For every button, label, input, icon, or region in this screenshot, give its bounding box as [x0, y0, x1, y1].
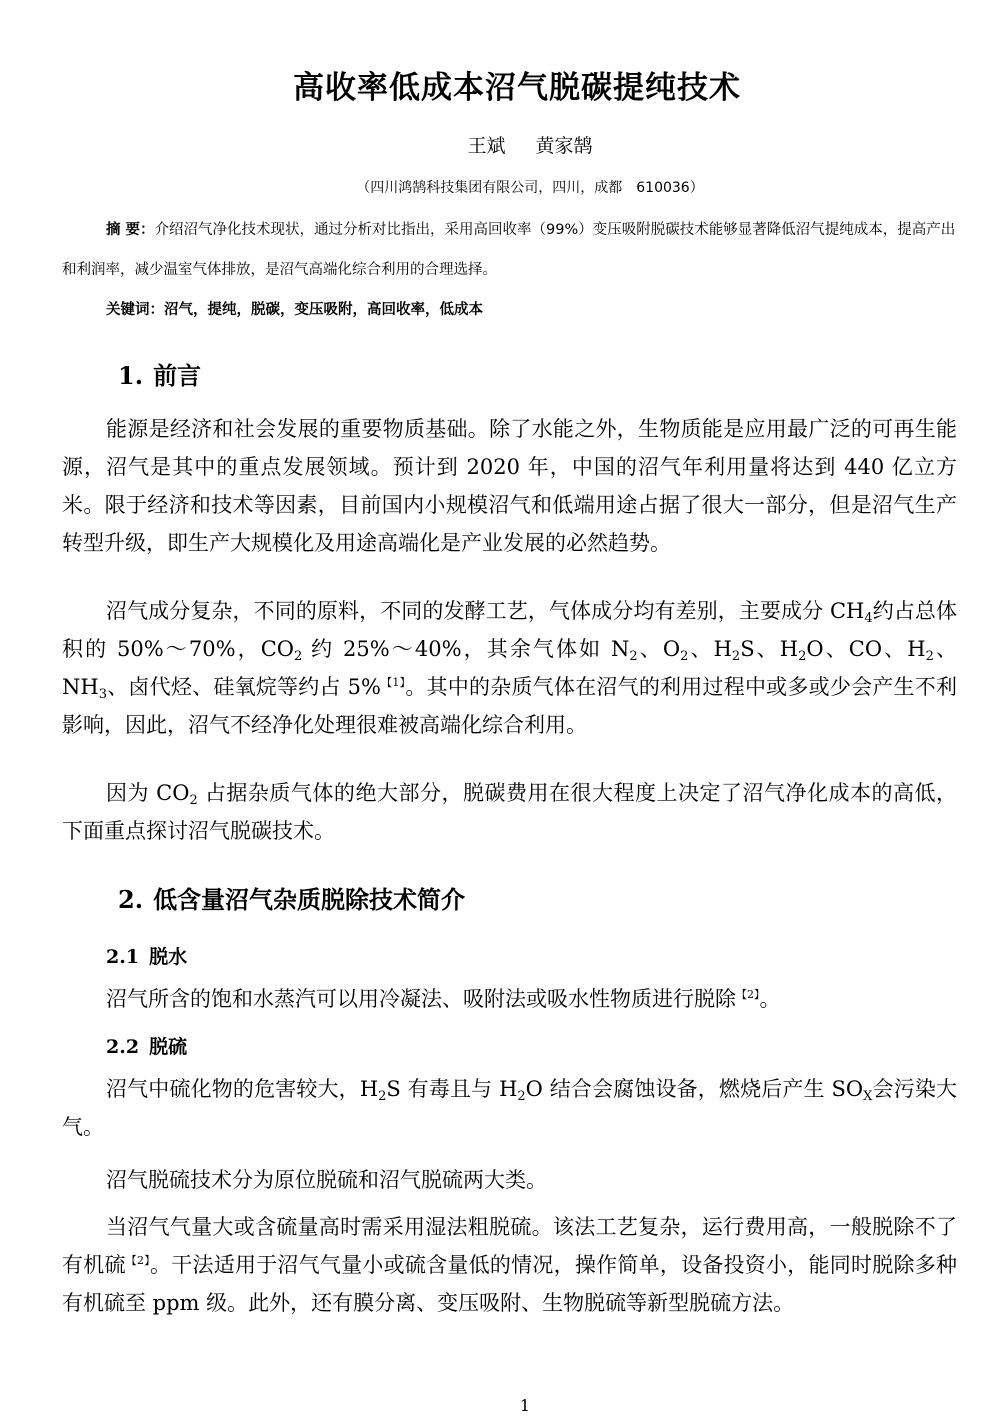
- text-run: 、O: [637, 637, 681, 661]
- subscript: 2: [378, 1089, 387, 1104]
- subscript: 2: [517, 1089, 526, 1104]
- citation-ref: 【2】: [736, 988, 760, 1001]
- subscript: 2: [731, 649, 741, 664]
- text-run: 、NH: [62, 637, 957, 699]
- text-run: 。: [759, 987, 781, 1011]
- paragraph: [62, 592, 957, 744]
- author-name: 黄家鹄: [535, 135, 593, 157]
- subscript: 2: [798, 649, 807, 664]
- text-run: 、H: [688, 637, 732, 661]
- subscript: 2: [189, 793, 198, 808]
- abstract-label: 摘 要：: [106, 222, 155, 238]
- subscript: 3: [98, 687, 107, 702]
- text-run: 沼气成分复杂，不同的原料，不同的发酵工艺，气体成分均有差别，主要成分 CH: [106, 599, 865, 623]
- text-run: O 结合会腐蚀设备，燃烧后产生 SO: [525, 1077, 864, 1101]
- paper-title: 高收率低成本沼气脱碳提纯技术: [293, 70, 741, 106]
- subscript: 4: [864, 611, 873, 626]
- text-run: O、CO、H: [806, 637, 926, 661]
- subscript: 2: [629, 649, 638, 664]
- section-number: 2.: [118, 885, 144, 914]
- keywords: [106, 292, 956, 328]
- text-run: 沼气中硫化物的危害较大，H: [106, 1077, 379, 1101]
- paragraph: 沼气脱硫技术分为原位脱硫和沼气脱硫两大类。: [106, 1168, 547, 1192]
- subsection-number: 2.1: [106, 946, 140, 968]
- paragraph: 能源是经济和社会发展的重要物质基础。除了水能之外，生物质能是应用最广泛的可再生能源，沼气是其中的重点发展领域。预计到 2020 年，中国的沼气年利用量将达到 440 亿立方米。限于经济和技术等因素，目前国内小规模沼气和低端用途占据了很大一部分，但是沼气生产转型升级，即生产大规模化及用途高端化是产业发展的必然趋势。: [62, 417, 957, 555]
- keywords-label: 关键词：: [106, 302, 164, 318]
- subsection-heading: [106, 1032, 187, 1059]
- text-run: 占据杂质气体的绝大部分，脱碳费用在很大程度上决定了沼气净化成本的高低，下面重点探讨沼气脱碳技术。: [62, 781, 957, 843]
- paragraph: [62, 1070, 957, 1146]
- subscript: X: [863, 1089, 873, 1104]
- text-run: 。其中的杂质气体在沼气的利用过程中或多或少会产生不利影响，因此，沼气不经净化处理很难被高端化综合利用。: [62, 675, 957, 737]
- text-run: 沼气所含的饱和水蒸汽可以用冷凝法、吸附法或吸水性物质进行脱除: [106, 987, 736, 1011]
- subsection-heading: [106, 942, 187, 969]
- citation-ref: 【2】: [125, 1254, 150, 1267]
- paragraph: [62, 1208, 957, 1322]
- subscript: 2: [294, 649, 303, 664]
- citation-ref: 【1】: [380, 676, 406, 689]
- authors: [0, 131, 1000, 158]
- abstract: [62, 210, 957, 290]
- text-run: 会污染大气。: [62, 1077, 957, 1139]
- subsection-title: 脱水: [149, 946, 188, 968]
- section-title: 低含量沼气杂质脱除技术简介: [153, 886, 466, 914]
- subscript: 2: [925, 649, 934, 664]
- subsection-number: 2.2: [106, 1036, 140, 1058]
- subscript: 2: [680, 649, 689, 664]
- affiliation: （四川鸿鹄科技集团有限公司，四川，成都 610036）: [356, 180, 704, 196]
- text-run: 当沼气气量大或含硫量高时需采用湿法粗脱硫。该法工艺复杂，运行费用高，一般脱除不了有机硫: [62, 1215, 957, 1277]
- page-number: 1: [519, 1396, 531, 1415]
- text-run: 约 25%～40%，其余气体如 N: [302, 637, 630, 661]
- text-run: S、H: [740, 637, 799, 661]
- text-run: 约占总体积的 50%～70%，CO: [62, 599, 957, 661]
- section-heading: [118, 880, 465, 915]
- keywords-text: 沼气，提纯，脱碳，变压吸附，高回收率，低成本: [164, 302, 483, 318]
- paragraph: [62, 980, 957, 1018]
- author-name: 王斌: [467, 135, 506, 157]
- text-run: 。干法适用于沼气气量小或硫含量低的情况，操作简单，设备投资小，能同时脱除多种有机硫至 ppm 级。此外，还有膜分离、变压吸附、生物脱硫等新型脱硫方法。: [62, 1253, 958, 1315]
- text-run: 、卤代烃、硅氧烷等约占 5%: [106, 675, 381, 699]
- section-number: 1.: [118, 361, 144, 390]
- section-title: 前言: [153, 362, 202, 390]
- text-run: S 有毒且与 H: [386, 1077, 518, 1101]
- paragraph: [62, 774, 957, 850]
- subsection-title: 脱硫: [149, 1036, 188, 1058]
- text-run: 因为 CO: [106, 781, 190, 805]
- section-heading: [118, 356, 201, 391]
- abstract-text: 介绍沼气净化技术现状，通过分析对比指出，采用高回收率（99%）变压吸附脱碳技术能够显著降低沼气提纯成本，提高产出和利润率，减少温室气体排放，是沼气高端化综合利用的合理选择。: [62, 222, 956, 278]
